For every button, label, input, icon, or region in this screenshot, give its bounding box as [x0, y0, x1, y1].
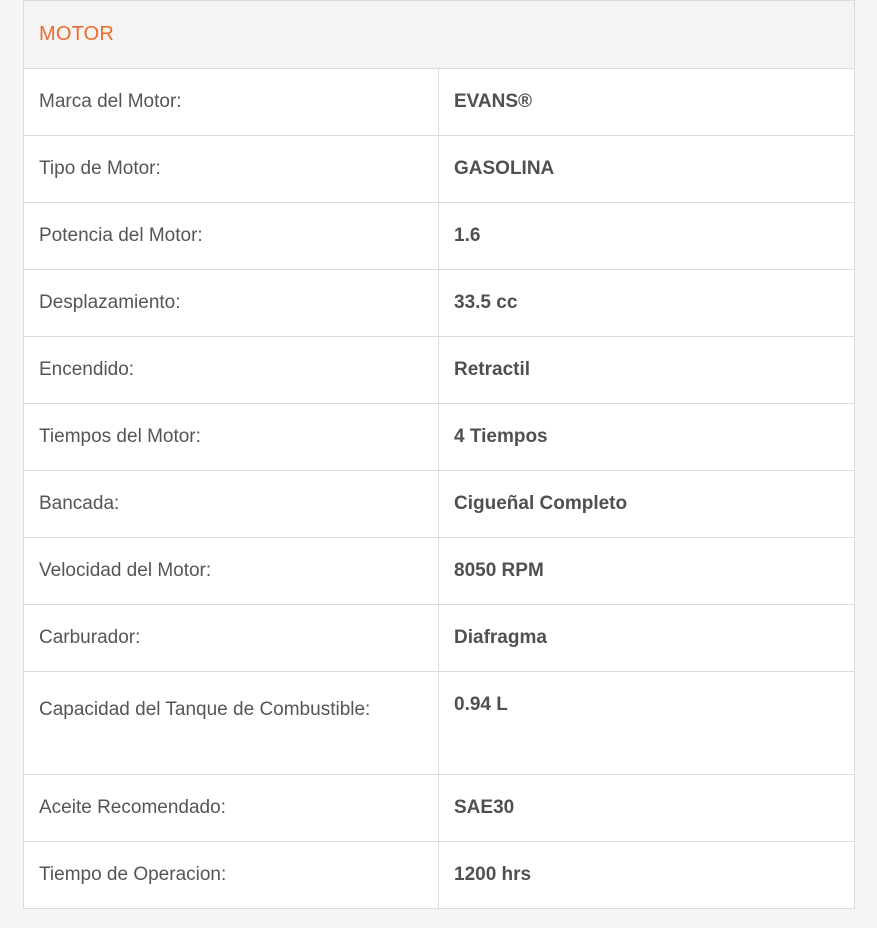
spec-row-displacement	[24, 270, 855, 337]
spec-row-operation-time	[24, 842, 855, 909]
spec-row-carburetor	[24, 605, 855, 672]
spec-value: 1.6	[439, 203, 855, 270]
spec-value: 0.94 L	[439, 672, 855, 775]
spec-value: Retractil	[439, 337, 855, 404]
spec-value: EVANS®	[439, 69, 855, 136]
spec-value: Cigueñal Completo	[439, 471, 855, 538]
spec-value: GASOLINA	[439, 136, 855, 203]
spec-label: Aceite Recomendado:	[24, 775, 439, 842]
spec-label: Carburador:	[24, 605, 439, 672]
spec-value: SAE30	[439, 775, 855, 842]
spec-label: Velocidad del Motor:	[24, 538, 439, 605]
spec-label: Marca del Motor:	[24, 69, 439, 136]
spec-value: 4 Tiempos	[439, 404, 855, 471]
spec-value: 8050 RPM	[439, 538, 855, 605]
motor-spec-table	[23, 0, 855, 909]
spec-row-engine-speed	[24, 538, 855, 605]
spec-value: 1200 hrs	[439, 842, 855, 909]
spec-row-engine-type	[24, 136, 855, 203]
spec-row-recommended-oil	[24, 775, 855, 842]
spec-row-engine-strokes	[24, 404, 855, 471]
spec-value: 33.5 cc	[439, 270, 855, 337]
spec-label: Potencia del Motor:	[24, 203, 439, 270]
section-title: MOTOR	[24, 1, 855, 69]
spec-value: Diafragma	[439, 605, 855, 672]
spec-label: Tipo de Motor:	[24, 136, 439, 203]
spec-label: Bancada:	[24, 471, 439, 538]
spec-label: Encendido:	[24, 337, 439, 404]
spec-label: Tiempo de Operacion:	[24, 842, 439, 909]
spec-row-fuel-tank-capacity	[24, 672, 855, 775]
spec-row-engine-brand	[24, 69, 855, 136]
section-header-row	[24, 1, 855, 69]
spec-row-engine-power	[24, 203, 855, 270]
spec-row-ignition	[24, 337, 855, 404]
spec-row-crankcase	[24, 471, 855, 538]
spec-label: Tiempos del Motor:	[24, 404, 439, 471]
spec-label: Desplazamiento:	[24, 270, 439, 337]
spec-label: Capacidad del Tanque de Combustible:	[24, 672, 439, 775]
